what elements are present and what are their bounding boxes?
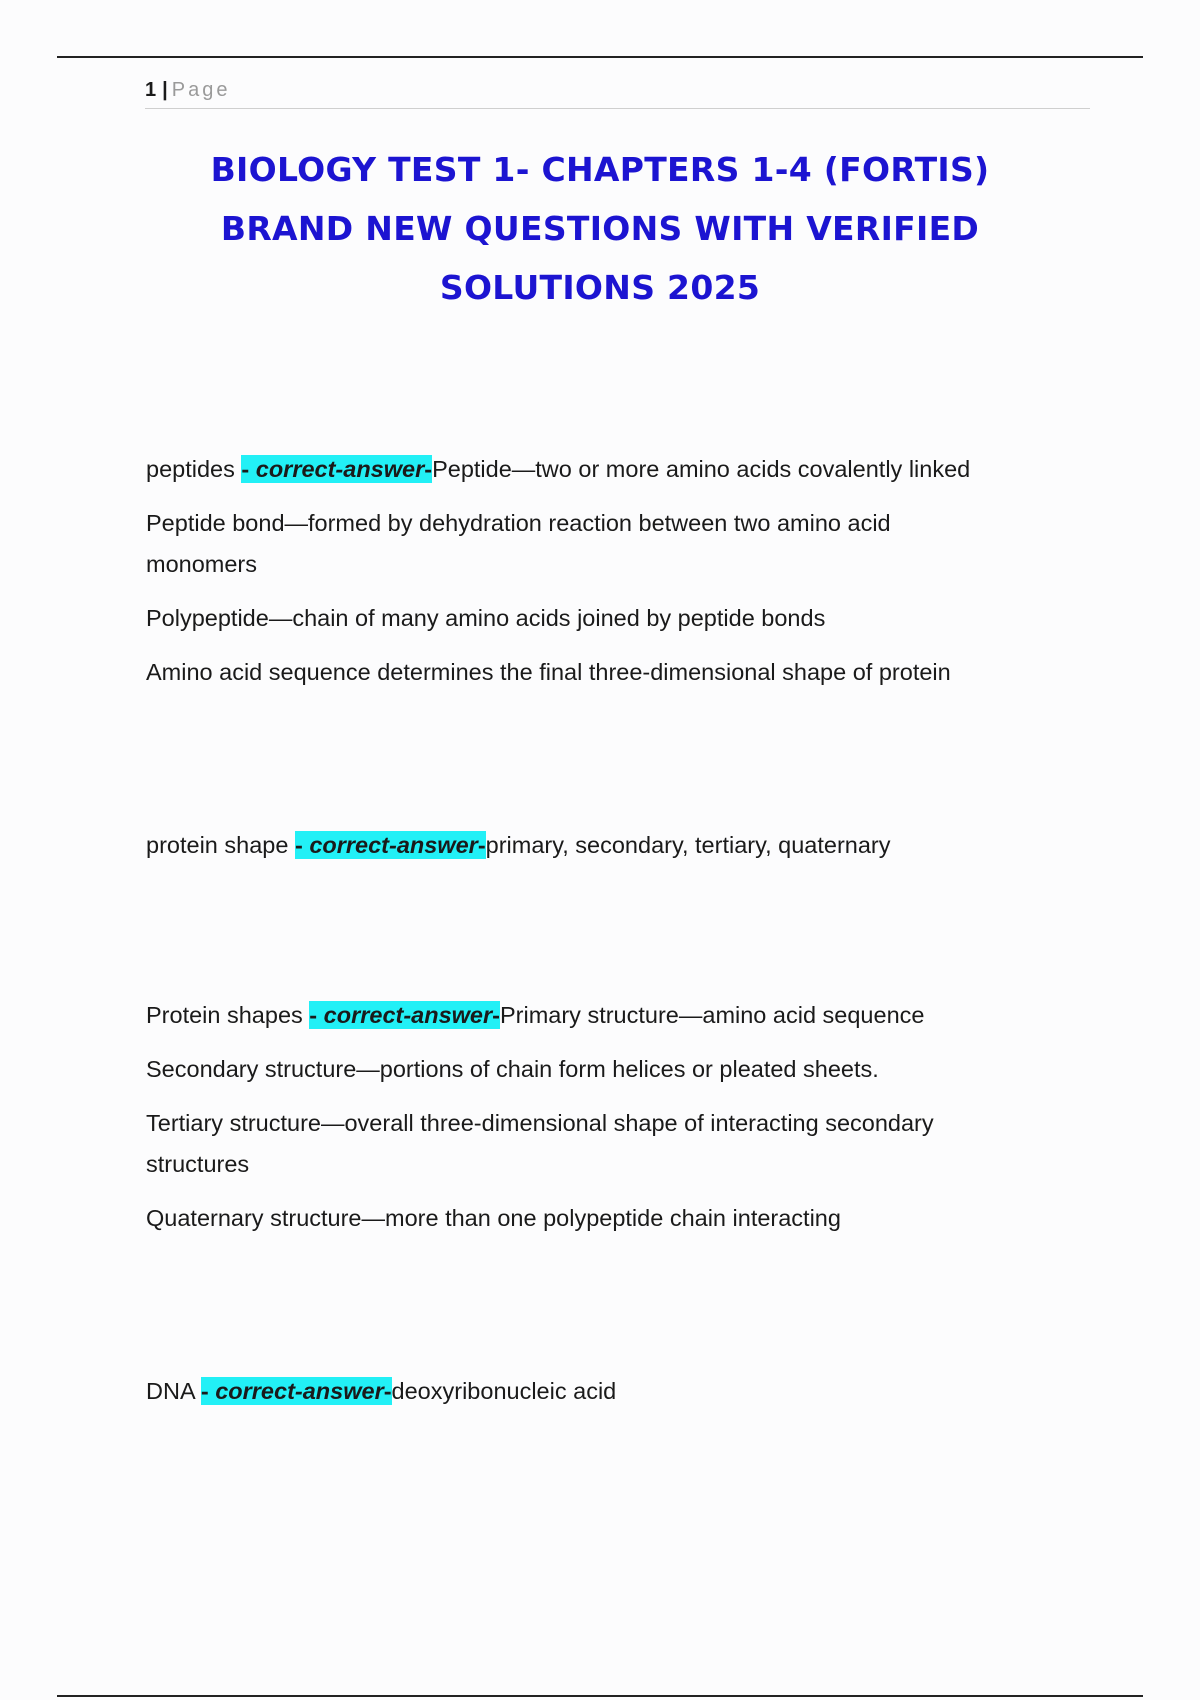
qa-answer-line: Quaternary structure—more than one polypeptide chain interacting bbox=[146, 1205, 841, 1231]
qa-entry-dna bbox=[146, 1371, 1106, 1412]
qa-answer-line: Peptide bond—formed by dehydration reaction between two amino acid monomers bbox=[146, 510, 891, 577]
correct-answer-highlight: - correct-answer- bbox=[200, 1378, 392, 1404]
correct-answer-highlight: - correct-answer- bbox=[309, 1002, 500, 1028]
qa-term: peptides bbox=[146, 456, 242, 482]
qa-term: protein shape bbox=[146, 832, 295, 858]
correct-answer-highlight: - correct-answer- bbox=[241, 456, 433, 482]
page-header bbox=[145, 76, 1090, 109]
document-title bbox=[120, 140, 1080, 317]
correct-answer-highlight: - correct-answer- bbox=[294, 832, 486, 858]
qa-term: DNA bbox=[146, 1378, 201, 1404]
title-line: SOLUTIONS 2025 bbox=[439, 268, 761, 307]
qa-answer: deoxyribonucleic acid bbox=[391, 1378, 617, 1404]
title-line: BRAND NEW QUESTIONS WITH VERIFIED bbox=[220, 209, 980, 248]
qa-first-line bbox=[146, 995, 1106, 1036]
page-separator: | bbox=[162, 79, 168, 101]
qa-answer: Peptide—two or more amino acids covalently linked bbox=[432, 456, 971, 482]
qa-term: Protein shapes bbox=[146, 1002, 310, 1028]
qa-entry-peptides bbox=[146, 449, 1106, 693]
page-number: 1 bbox=[145, 79, 157, 101]
page-word: Page bbox=[171, 79, 231, 101]
qa-answer-line: Amino acid sequence determines the final three-dimensional shape of protein bbox=[146, 659, 951, 685]
qa-answer-line: Polypeptide—chain of many amino acids joined by peptide bonds bbox=[146, 605, 826, 631]
qa-entry-protein-shapes bbox=[146, 995, 1106, 1239]
qa-first-line bbox=[146, 825, 1106, 866]
qa-entry-protein-shape bbox=[146, 825, 1106, 866]
qa-answer-line: Tertiary structure—overall three-dimensional shape of interacting secondary structures bbox=[146, 1110, 934, 1177]
top-rule bbox=[57, 56, 1143, 58]
qa-answer: primary, secondary, tertiary, quaternary bbox=[485, 832, 891, 858]
qa-answer-line: Secondary structure—portions of chain form helices or pleated sheets. bbox=[146, 1056, 879, 1082]
qa-first-line bbox=[146, 449, 1106, 490]
qa-first-line bbox=[146, 1371, 1106, 1412]
qa-answer: Primary structure—amino acid sequence bbox=[499, 1002, 925, 1028]
title-line: BIOLOGY TEST 1- CHAPTERS 1-4 (FORTIS) bbox=[210, 150, 990, 189]
bottom-rule bbox=[57, 1695, 1143, 1697]
